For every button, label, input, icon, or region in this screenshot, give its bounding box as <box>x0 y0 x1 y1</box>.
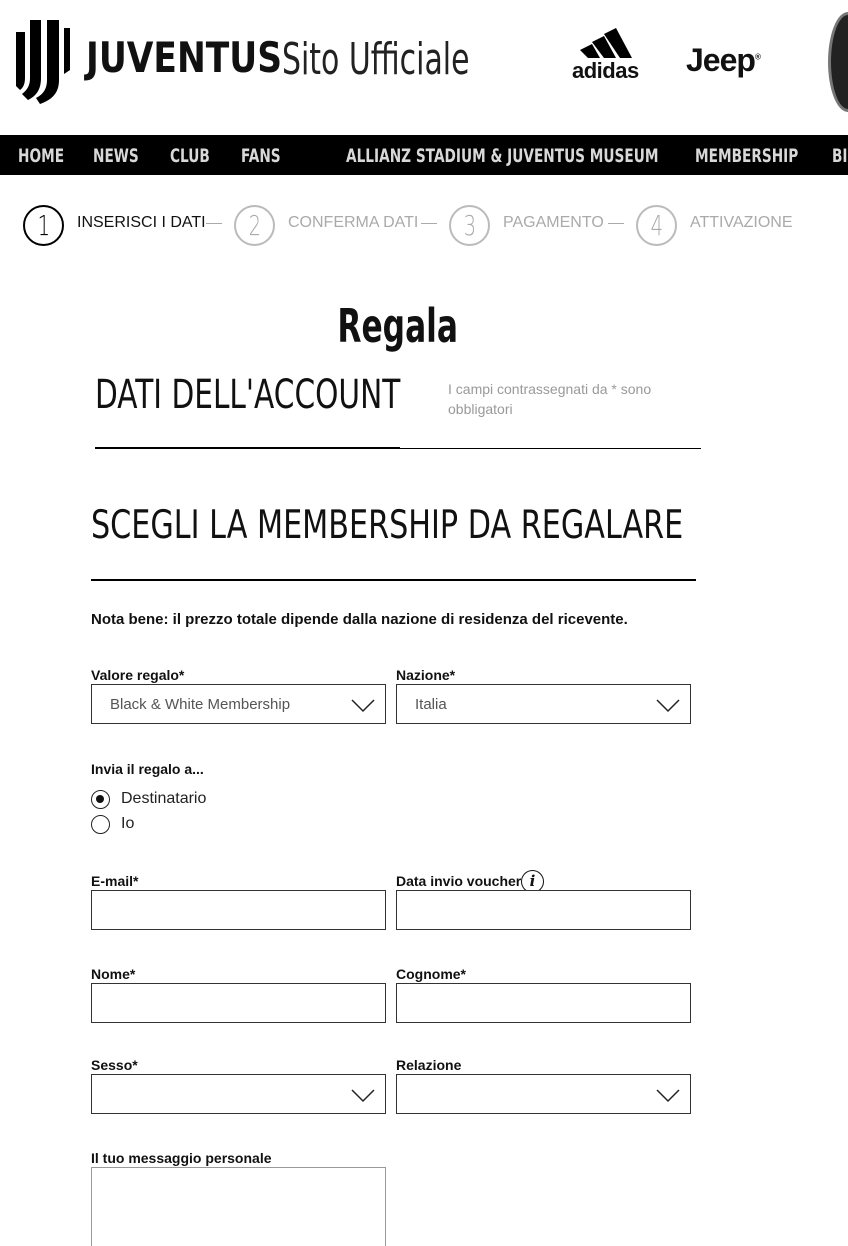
gender-select[interactable] <box>91 1074 386 1114</box>
section-divider <box>95 447 400 449</box>
last-name-label: Cognome* <box>396 966 466 982</box>
checkout-steps <box>0 200 848 250</box>
adidas-wordmark[interactable]: adidas <box>572 58 639 83</box>
first-name-label: Nome* <box>91 966 136 982</box>
voucher-date-field[interactable] <box>396 890 691 930</box>
section-divider-thin <box>400 448 701 449</box>
account-section-title: DATI DELL'ACCOUNT <box>95 372 401 418</box>
country-selected: Italia <box>415 696 447 713</box>
step-divider <box>608 223 624 224</box>
site-header <box>0 0 848 135</box>
required-fields-note: I campi contrassegnati da * sono obbligatori <box>448 381 652 417</box>
gift-value-selected: Black & White Membership <box>110 696 291 713</box>
main-nav <box>0 135 848 175</box>
chevron-down-icon <box>351 697 375 713</box>
nav-item-fans[interactable]: FANS <box>241 145 281 167</box>
voucher-date-label: Data invio voucher <box>396 873 522 889</box>
membership-divider <box>91 579 696 581</box>
send-to-label: Invia il regalo a... <box>91 761 204 777</box>
adidas-logo-icon[interactable] <box>570 26 652 60</box>
step-4-label: ATTIVAZIONE <box>690 214 793 231</box>
step-2-circle: 2 <box>234 205 275 246</box>
partner-logo-icon[interactable] <box>828 12 848 112</box>
step-divider <box>421 223 437 224</box>
jeep-logo[interactable] <box>686 42 760 79</box>
jeep-wordmark: Jeep <box>686 42 755 78</box>
personal-message-textarea[interactable] <box>91 1167 386 1246</box>
step-3-label: PAGAMENTO <box>503 214 604 231</box>
message-label: Il tuo messaggio personale <box>91 1150 272 1166</box>
step-4-circle: 4 <box>636 205 677 246</box>
step-1-circle: 1 <box>23 205 64 246</box>
gift-value-select[interactable] <box>91 684 386 724</box>
nav-item-stadium-museum[interactable]: ALLIANZ STADIUM & JUVENTUS MUSEUM <box>346 145 659 167</box>
info-icon[interactable]: i <box>521 870 544 893</box>
step-3-circle: 3 <box>449 205 490 246</box>
country-select[interactable] <box>396 684 691 724</box>
email-field[interactable] <box>91 890 386 930</box>
nav-item-club[interactable]: CLUB <box>170 145 210 167</box>
brand-name[interactable]: JUVENTUS <box>86 33 283 82</box>
nav-item-membership[interactable]: MEMBERSHIP <box>695 145 799 167</box>
step-2-label: CONFERMA DATI <box>288 214 419 231</box>
relation-select[interactable] <box>396 1074 691 1114</box>
juventus-logo-icon[interactable] <box>14 18 72 104</box>
email-label: E-mail* <box>91 873 139 889</box>
relation-label: Relazione <box>396 1057 462 1073</box>
chevron-down-icon <box>656 1087 680 1103</box>
nav-item-news[interactable]: NEWS <box>93 145 139 167</box>
chevron-down-icon <box>351 1087 375 1103</box>
last-name-field[interactable] <box>396 983 691 1023</box>
radio-me[interactable] <box>91 815 110 834</box>
site-label: Sito Ufficiale <box>282 34 470 85</box>
radio-recipient[interactable] <box>91 790 110 809</box>
chevron-down-icon <box>656 697 680 713</box>
gender-label: Sesso* <box>91 1057 138 1073</box>
nav-item-overflow[interactable]: BI <box>832 145 848 167</box>
gift-value-label: Valore regalo* <box>91 667 185 683</box>
page-title: Regala <box>337 299 458 353</box>
membership-section-title: SCEGLI LA MEMBERSHIP DA REGALARE <box>91 503 684 548</box>
step-divider <box>206 223 222 224</box>
first-name-field[interactable] <box>91 983 386 1023</box>
registered-mark: ® <box>754 52 760 62</box>
price-note: Nota bene: il prezzo totale dipende dalla nazione di residenza del ricevente. <box>91 611 628 628</box>
radio-recipient-label[interactable]: Destinatario <box>121 790 207 807</box>
radio-me-label[interactable]: Io <box>121 815 135 832</box>
step-1-label: INSERISCI I DATI <box>77 214 206 231</box>
nav-item-home[interactable]: HOME <box>18 145 65 167</box>
country-label: Nazione* <box>396 667 456 683</box>
